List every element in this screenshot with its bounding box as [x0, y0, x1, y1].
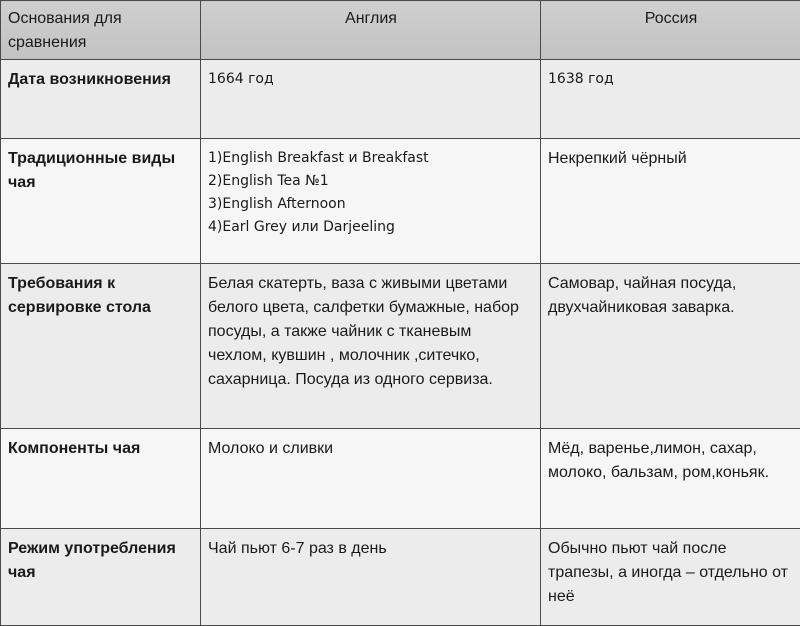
england-cell: Белая скатерть, ваза с живыми цветами белого цвета, салфетки бумажные, набор посуды, а также чайник с тканевым чехлом, кувшин , молочник ,ситечко, сахарница. Посуда из одного сервиза. — [201, 264, 541, 429]
table-row — [1, 60, 800, 139]
tea-type-item: 2)English Tea №1 — [208, 170, 534, 193]
russia-cell: Некрепкий чёрный — [541, 139, 800, 264]
england-cell: 1664 год — [201, 60, 541, 139]
row-label: Компоненты чая — [1, 429, 201, 529]
header-russia: Россия — [541, 1, 800, 60]
england-cell: Чай пьют 6-7 раз в день — [201, 529, 541, 626]
table-row — [1, 139, 800, 264]
table-row — [1, 529, 800, 626]
russia-cell: Самовар, чайная посуда, двухчайниковая заварка. — [541, 264, 800, 429]
russia-cell: Обычно пьют чай после трапезы, а иногда – отдельно от неё — [541, 529, 800, 626]
row-label: Традиционные виды чая — [1, 139, 201, 264]
tea-type-item: 3)English Afternoon — [208, 193, 534, 216]
header-row — [1, 1, 800, 60]
header-basis: Основания для сравнения — [1, 1, 201, 60]
row-label: Требования к сервировке стола — [1, 264, 201, 429]
row-label: Дата возникновения — [1, 60, 201, 139]
row-label: Режим употребления чая — [1, 529, 201, 626]
russia-cell: 1638 год — [541, 60, 800, 139]
table-row — [1, 429, 800, 529]
tea-type-item: 1)English Breakfast и Breakfast — [208, 147, 534, 170]
tea-type-item: 4)Earl Grey или Darjeeling — [208, 216, 534, 239]
header-england: Англия — [201, 1, 541, 60]
england-cell — [201, 139, 541, 264]
russia-cell: Мёд, варенье,лимон, сахар, молоко, бальзам, ром,коньяк. — [541, 429, 800, 529]
table-row — [1, 264, 800, 429]
england-cell: Молоко и сливки — [201, 429, 541, 529]
